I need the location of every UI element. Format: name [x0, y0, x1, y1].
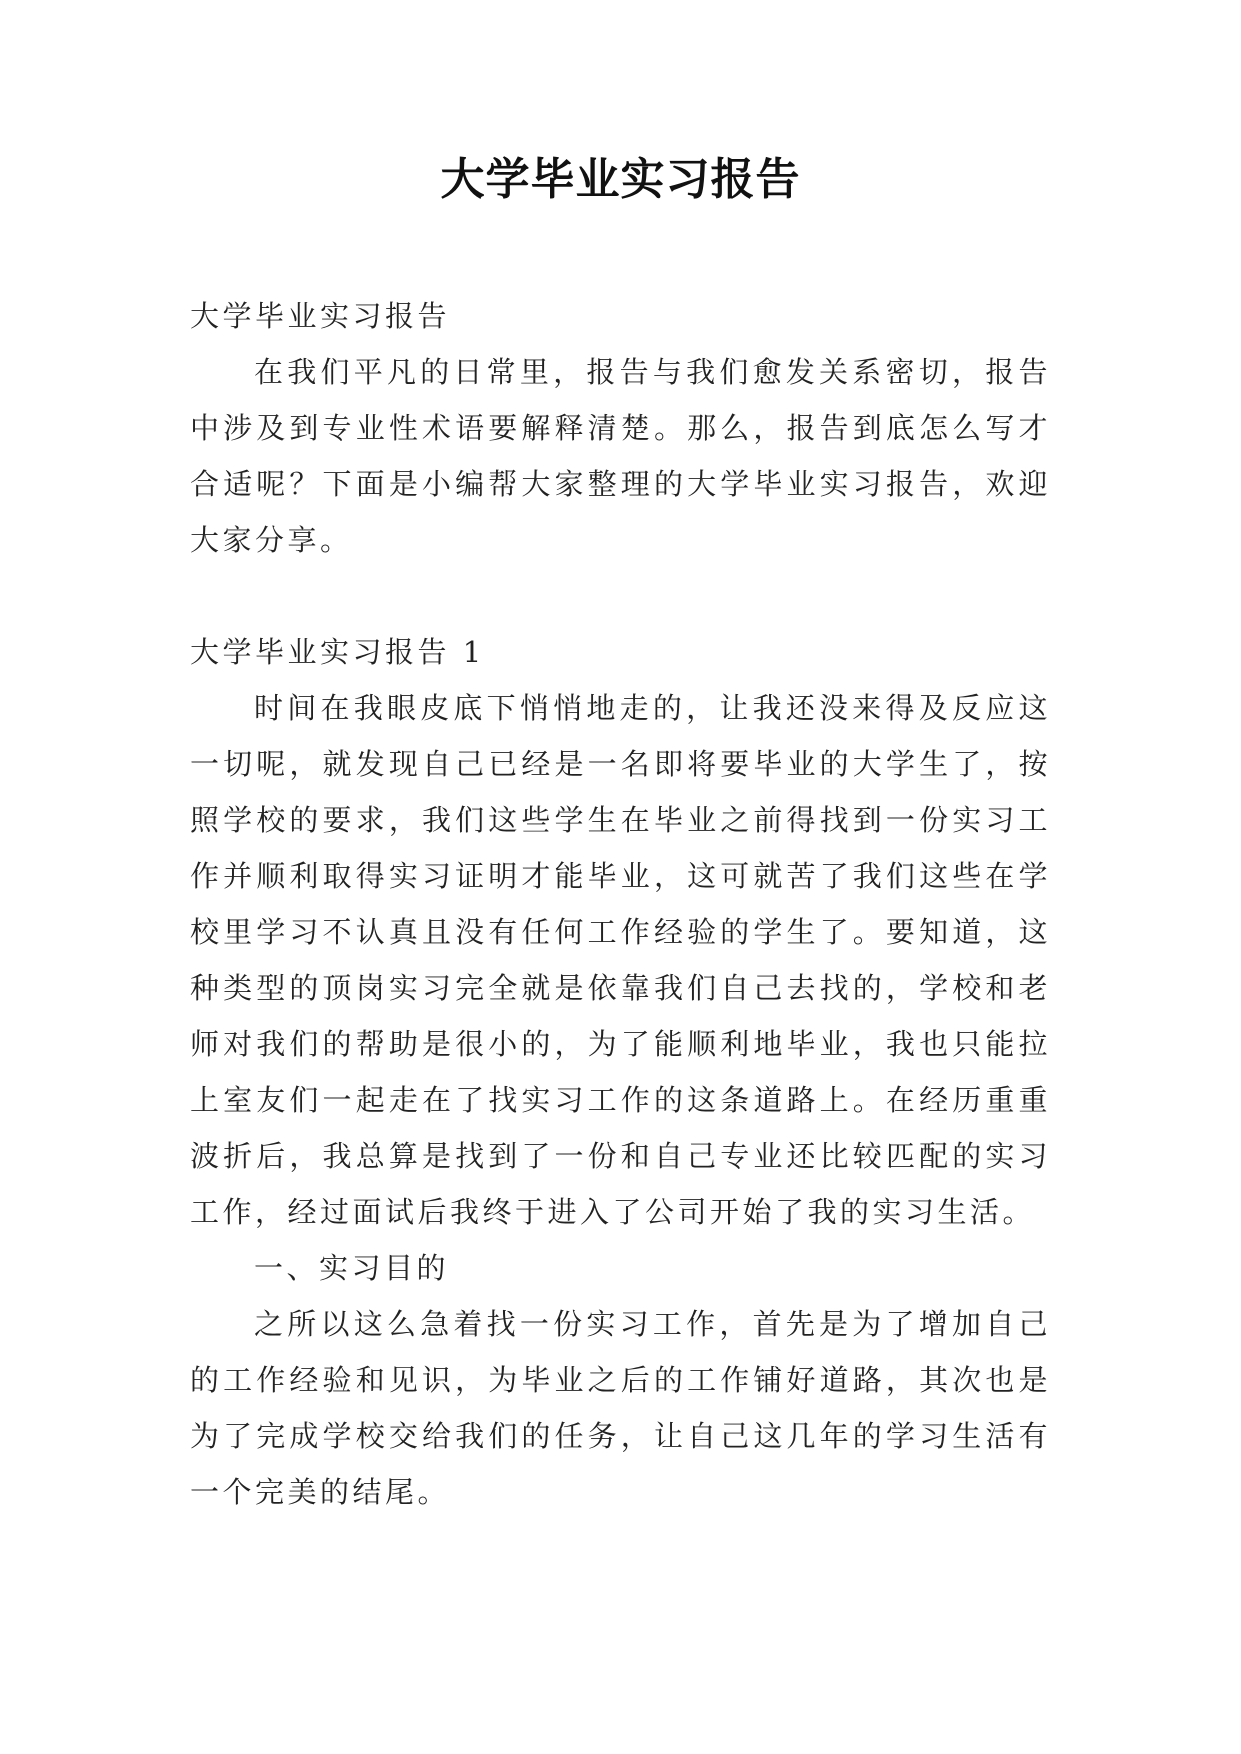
purpose-paragraph: 之所以这么急着找一份实习工作，首先是为了增加自己的工作经验和见识，为毕业之后的工作铺好道路，其次也是为了完成学校交给我们的任务，让自己这几年的学习生活有一个完美的结尾。 — [190, 1307, 1051, 1509]
section-heading-1: 大学毕业实习报告 1 — [190, 635, 485, 669]
intro-heading: 大学毕业实习报告 — [190, 299, 451, 333]
document-title: 大学毕业实习报告 — [440, 154, 801, 205]
intro-paragraph: 在我们平凡的日常里，报告与我们愈发关系密切，报告中涉及到专业性术语要解释清楚。那么，报告到底怎么写才合适呢？下面是小编帮大家整理的大学毕业实习报告，欢迎大家分享。 — [190, 355, 1051, 557]
section-1-paragraph: 时间在我眼皮底下悄悄地走的，让我还没来得及反应这一切呢，就发现自己已经是一名即将要毕业的大学生了，按照学校的要求，我们这些学生在毕业之前得找到一份实习工作并顺利取得实习证明才能毕业，这可就苦了我们这些在学校里学习不认真且没有任何工作经验的学生了。要知道，这种类型的顶岗实习完全就是依靠我们自己去找的，学校和老师对我们的帮助是很小的，为了能顺利地毕业，我也只能拉上室友们一起走在了找实习工作的这条道路上。在经历重重波折后，我总算是找到了一份和自己专业还比较匹配的实习工作，经过面试后我终于进入了公司开始了我的实习生活。 — [190, 691, 1051, 1229]
document-body — [190, 288, 1051, 1520]
section-spacer — [190, 568, 1051, 624]
subheading-internship-purpose: 一、实习目的 — [254, 1251, 450, 1285]
